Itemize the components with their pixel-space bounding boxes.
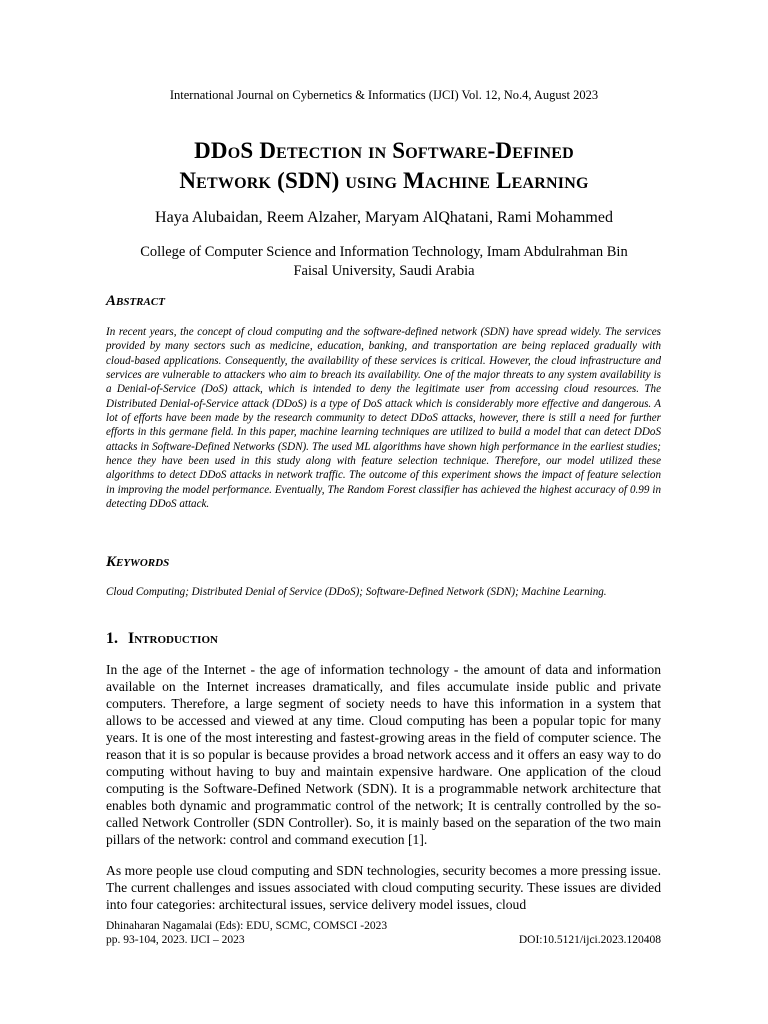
journal-header: International Journal on Cybernetics & Informatics (IJCI) Vol. 12, No.4, August 2023 — [169, 88, 599, 102]
introduction-paragraph-1: In the age of the Internet - the age of information technology - the amount of data and information available on the Internet increases dramatically, and files accumulate inside public and private computers. Therefore, a large segment of society needs to have this information in a system that allows to be accessed and viewed at any time. Cloud computing has been a popular topic for many years. It is one of the most interesting and fastest-growing areas in the field of computer science. The reason that it is so popular is because provides a broad network access and it offers an easy way to do computing without having to buy and maintain expensive hardware. One application of the cloud computing is the Software-Defined Network (SDN). It is a programmable network architecture that enables both dynamic and programmatic control of the network; It is centrally controlled by the so-called Network Controller (SDN Controller). So, it is mainly based on the separation of the two main pillars of the network: control and command execution [1]. — [106, 662, 661, 847]
abstract-text: In recent years, the concept of cloud computing and the software-defined network (SDN) have spread widely. The services provided by many sectors such as medicine, education, banking, and transportation are being replaced gradually with cloud-based applications. Consequently, the availability of these services is critical. However, the cloud infrastructure and services are vulnerable to attackers who aim to breach its availability. One of the major threats to any system availability is a Denial-of-Service (DoS) attack, which is intended to deny the legitimate user from accessing cloud resources. The Distributed Denial-of-Service attack (DDoS) is a type of DoS attack which is considerably more effective and dangerous. A lot of efforts have been made by the research community to detect DDoS attacks, however, there is still a need for further efforts in this germane field. In this paper, machine learning techniques are utilized to build a model that can detect DDoS attacks in Software-Defined Networks (SDN). The used ML algorithms have shown high performance in the earliest studies; hence they have been used in this study along with feature selection technique. Therefore, our model utilized these algorithms to detect DDoS attacks in network traffic. The outcome of this experiment shows the impact of feature selection in improving the model performance. Eventually, The Random Forest classifier has achieved the highest accuracy of 0.99 in detecting DDoS attack. — [106, 326, 661, 510]
page-footer — [106, 919, 661, 947]
paper-title-line-2: Network (SDN) using Machine Learning — [179, 168, 589, 193]
affiliation-line-1: College of Computer Science and Information Technology, Imam Abdulrahman Bin — [140, 244, 628, 260]
keywords-heading: Keywords — [106, 554, 170, 570]
affiliation — [100, 243, 668, 281]
section-number: 1. — [106, 630, 118, 647]
author-list: Haya Alubaidan, Reem Alzaher, Maryam AlQhatani, Rami Mohammed — [155, 209, 613, 226]
introduction-heading — [106, 629, 218, 649]
footer-row — [106, 933, 661, 947]
footer-pages: pp. 93-104, 2023. IJCI – 2023 — [106, 934, 245, 946]
footer-editors: Dhinaharan Nagamalai (Eds): EDU, SCMC, COMSCI -2023 — [106, 920, 388, 932]
paper-title-line-1: DDoS Detection in Software-Defined — [194, 138, 574, 163]
introduction-paragraph-2: As more people use cloud computing and SDN technologies, security becomes a more pressing issue. The current challenges and issues associated with cloud computing security. These issues are divided into four categories: architectural issues, service delivery model issues, cloud — [106, 863, 661, 912]
section-title: Introduction — [128, 630, 218, 647]
abstract-heading: Abstract — [106, 293, 165, 309]
affiliation-line-2: Faisal University, Saudi Arabia — [293, 263, 475, 279]
paper-title — [60, 136, 708, 196]
footer-doi: DOI:10.5121/ijci.2023.120408 — [518, 934, 661, 946]
keywords-text: Cloud Computing; Distributed Denial of Service (DDoS); Software-Defined Network (SDN); Machine Learning. — [106, 586, 607, 598]
